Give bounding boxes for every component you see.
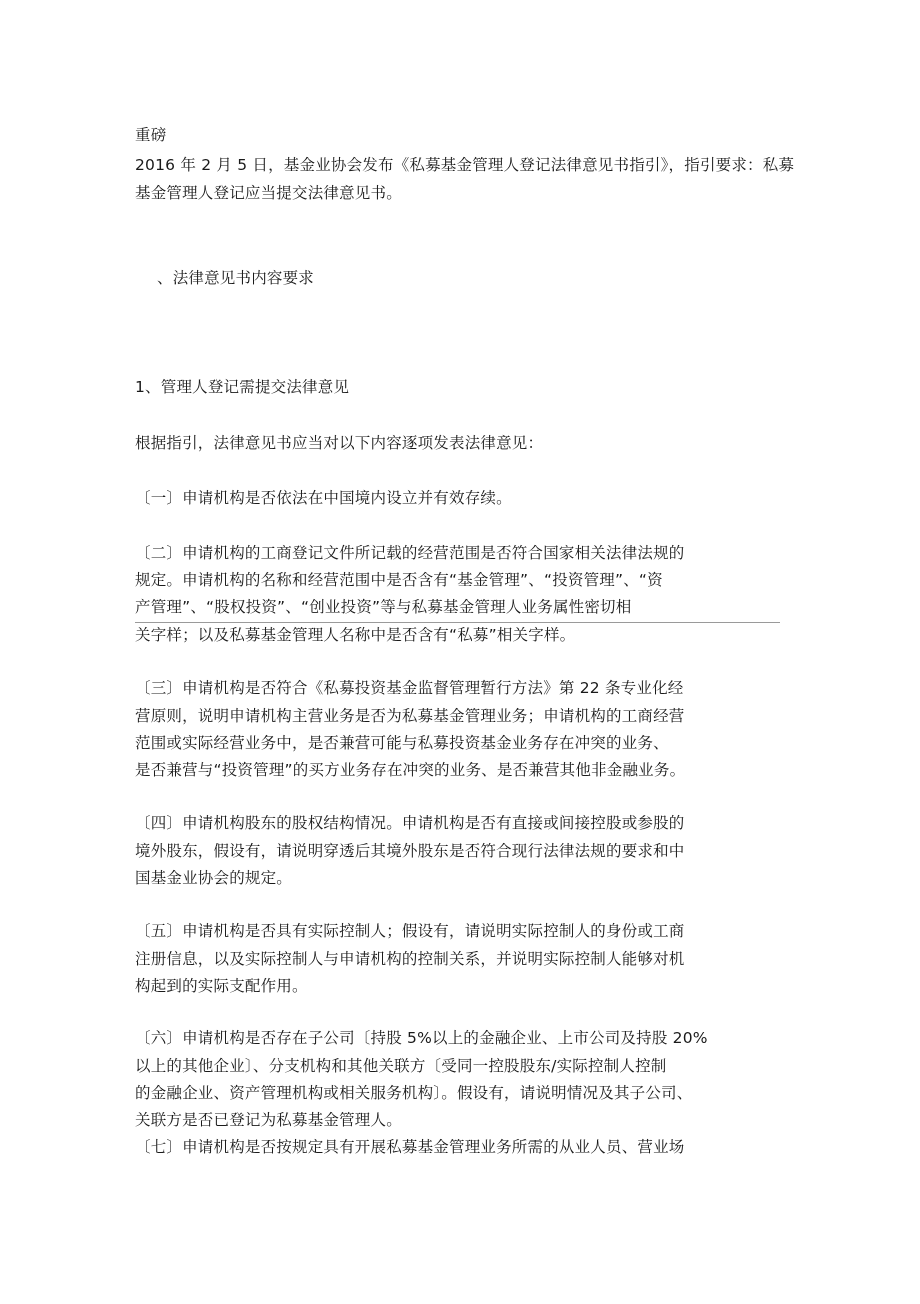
item-6-line-1: 〔六〕申请机构是否存在子公司〔持股 5%以上的金融企业、上市公司及持股 20% <box>135 1029 708 1047</box>
item-5-line-3: 构起到的实际支配作用。 <box>135 977 308 995</box>
subsection-heading: 1、管理人登记需提交法律意见 <box>135 378 350 396</box>
item-4-line-3: 国基金业协会的规定。 <box>135 869 293 887</box>
item-3-line-1: 〔三〕申请机构是否符合《私募投资基金监督管理暂行方法》第 22 条专业化经 <box>135 679 684 697</box>
item-2-line-2: 规定。申请机构的名称和经营范围中是否含有“基金管理”、“投资管理”、“资 <box>135 571 663 589</box>
lead-text: 根据指引，法律意见书应当对以下内容逐项发表法律意见： <box>135 434 544 452</box>
item-4-line-1: 〔四〕申请机构股东的股权结构情况。申请机构是否有直接或间接控股或参股的 <box>135 814 685 832</box>
item-4-line-2: 境外股东，假设有，请说明穿透后其境外股东是否符合现行法律法规的要求和中 <box>135 842 685 860</box>
item-5-line-2: 注册信息，以及实际控制人与申请机构的控制关系，并说明实际控制人能够对机 <box>135 950 685 968</box>
item-6-line-4: 关联方是否已登记为私募基金管理人。 <box>135 1111 402 1129</box>
item-2-line-4: 关字样；以及私募基金管理人名称中是否含有“私募”相关字样。 <box>135 626 576 644</box>
item-5-line-1: 〔五〕申请机构是否具有实际控制人；假设有，请说明实际控制人的身份或工商 <box>135 922 685 940</box>
item-6-line-2: 以上的其他企业〕、分支机构和其他关联方〔受同一控股股东/实际控制人控制 <box>135 1057 667 1075</box>
item-3-line-3: 范围或实际经营业务中，是否兼营可能与私募投资基金业务存在冲突的业务、 <box>135 734 669 752</box>
item-6-line-3: 的金融企业、资产管理机构或相关服务机构〕。假设有，请说明情况及其子公司、 <box>135 1084 693 1102</box>
item-2-line-3: 产管理”、“股权投资”、“创业投资”等与私募基金管理人业务属性密切相 <box>135 598 632 616</box>
item-3-line-2: 营原则，说明申请机构主营业务是否为私募基金管理业务；申请机构的工商经营 <box>135 707 685 725</box>
horizontal-rule <box>135 622 780 623</box>
item-2-line-1: 〔二〕申请机构的工商登记文件所记载的经营范围是否符合国家相关法律法规的 <box>135 544 685 562</box>
item-1-line-1: 〔一〕申请机构是否依法在中国境内设立并有效存续。 <box>135 489 512 507</box>
intro-line-2: 基金管理人登记应当提交法律意见书。 <box>135 184 402 202</box>
intro-line-1: 2016 年 2 月 5 日，基金业协会发布《私募基金管理人登记法律意见书指引》，指引要求：私募 <box>135 156 795 174</box>
item-3-line-4: 是否兼营与“投资管理”的买方业务存在冲突的业务、是否兼营其他非金融业务。 <box>135 761 686 779</box>
section-heading: 、法律意见书内容要求 <box>157 269 315 287</box>
item-7-line-1: 〔七〕申请机构是否按规定具有开展私募基金管理业务所需的从业人员、营业场 <box>135 1138 685 1156</box>
document-title: 重磅 <box>135 126 167 144</box>
